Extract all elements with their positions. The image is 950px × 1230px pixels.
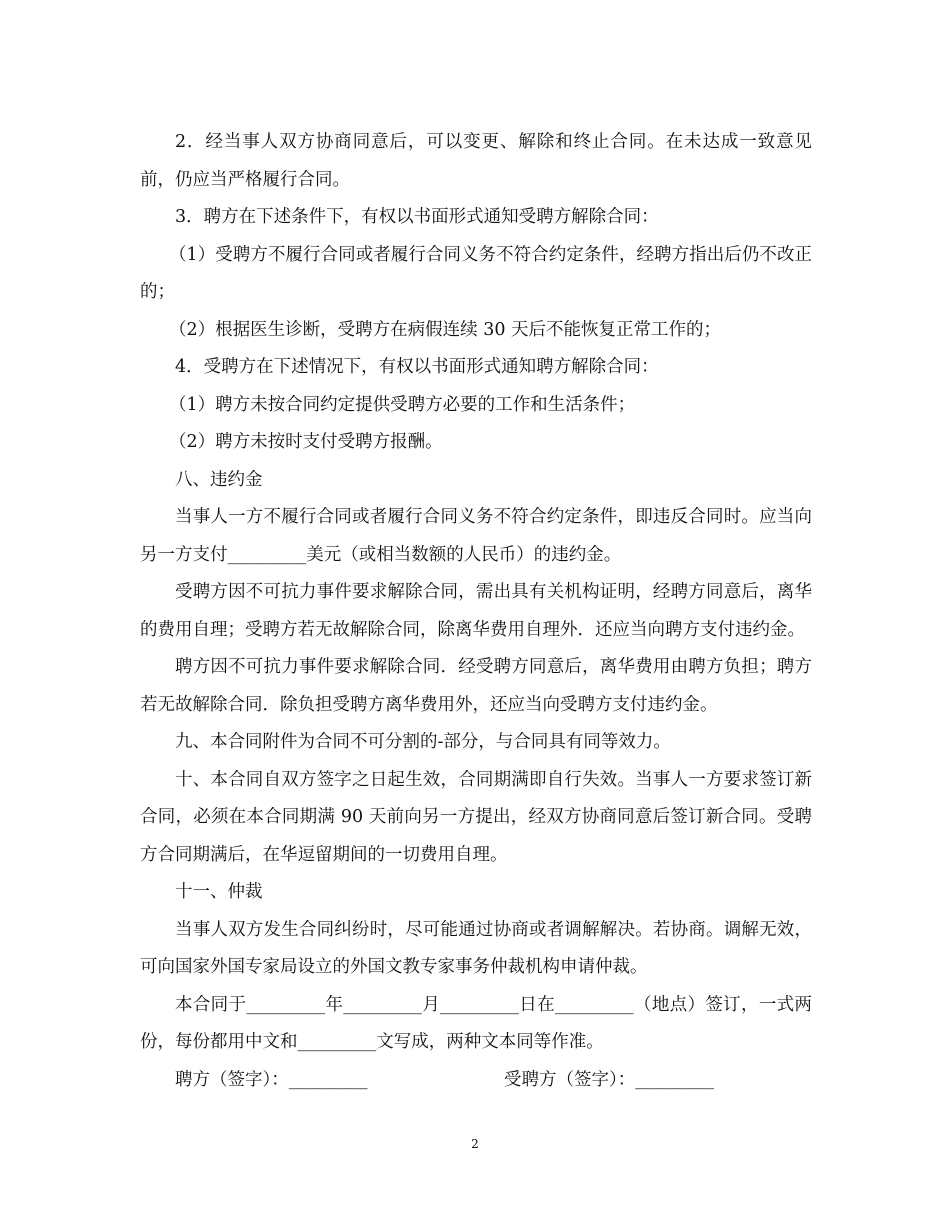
paragraph-penalty-3: 聘方因不可抗力事件要求解除合同．经受聘方同意后，离华费用由聘方负担；聘方若无故解除合同．除负担受聘方离华费用外，还应当向受聘方支付违约金。 [140,657,812,715]
paragraph-penalty-2: 受聘方因不可抗力事件要求解除合同，需出具有关机构证明，经聘方同意后，离华的费用自理；受聘方若无故解除合同，除离华费用自理外．还应当向聘方支付违约金。 [140,582,812,640]
section-heading-arbitration: 十一、仲裁 [175,882,263,902]
employee-signature: 受聘方（签字）：_________ [504,1069,714,1090]
paragraph-clause-3-item-2: （2）根据医生诊断，受聘方在病假连续 30 天后不能恢复正常工作的； [169,319,722,340]
paragraph-signing-details: 本合同于_________年_________月_________日在_________（地点）签订，一式两份，每份都用中文和_________文写成，两种文本同等作准。 [140,994,812,1052]
paragraph-clause-4-item-1: （1）聘方未按合同约定提供受聘方必要的工作和生活条件； [169,394,636,415]
paragraph-penalty-1: 当事人一方不履行合同或者履行合同义务不符合约定条件，即违反合同时。应当向另一方支付_________美元（或相当数额的人民币）的违约金。 [140,507,812,565]
page-number: 2 [471,1137,479,1151]
paragraph-clause-4: 4．受聘方在下述情况下，有权以书面形式通知聘方解除合同： [175,357,659,377]
paragraph-clause-2: 2．经当事人双方协商同意后，可以变更、解除和终止合同。在未达成一致意见前，仍应当严格履行合同。 [140,132,812,190]
document-body [140,124,812,1099]
paragraph-arbitration: 当事人双方发生合同纠纷时，尽可能通过协商或者调解解决。若协商。调解无效，可向国家外国专家局设立的外国文教专家事务仲裁机构申请仲裁。 [140,919,812,977]
section-ten: 十、本合同自双方签字之日起生效，合同期满即自行失效。当事人一方要求签订新合同，必须在本合同期满 90 天前向另一方提出，经双方协商同意后签订新合同。受聘方合同期满后，在华逗留期间的一切费用自理。 [140,769,812,865]
paragraph-clause-4-item-2: （2）聘方未按时支付受聘方报酬。 [169,432,443,452]
section-nine: 九、本合同附件为合同不可分割的-部分，与合同具有同等效力。 [175,732,671,752]
paragraph-clause-3-item-1: （1）受聘方不履行合同或者履行合同义务不符合约定条件，经聘方指出后仍不改正的； [140,244,812,302]
employer-signature: 聘方（签字）：_________ [175,1069,368,1090]
signature-line [140,1062,812,1100]
paragraph-clause-3: 3．聘方在下述条件下，有权以书面形式通知受聘方解除合同： [175,207,659,227]
section-heading-penalty: 八、违约金 [175,469,263,490]
